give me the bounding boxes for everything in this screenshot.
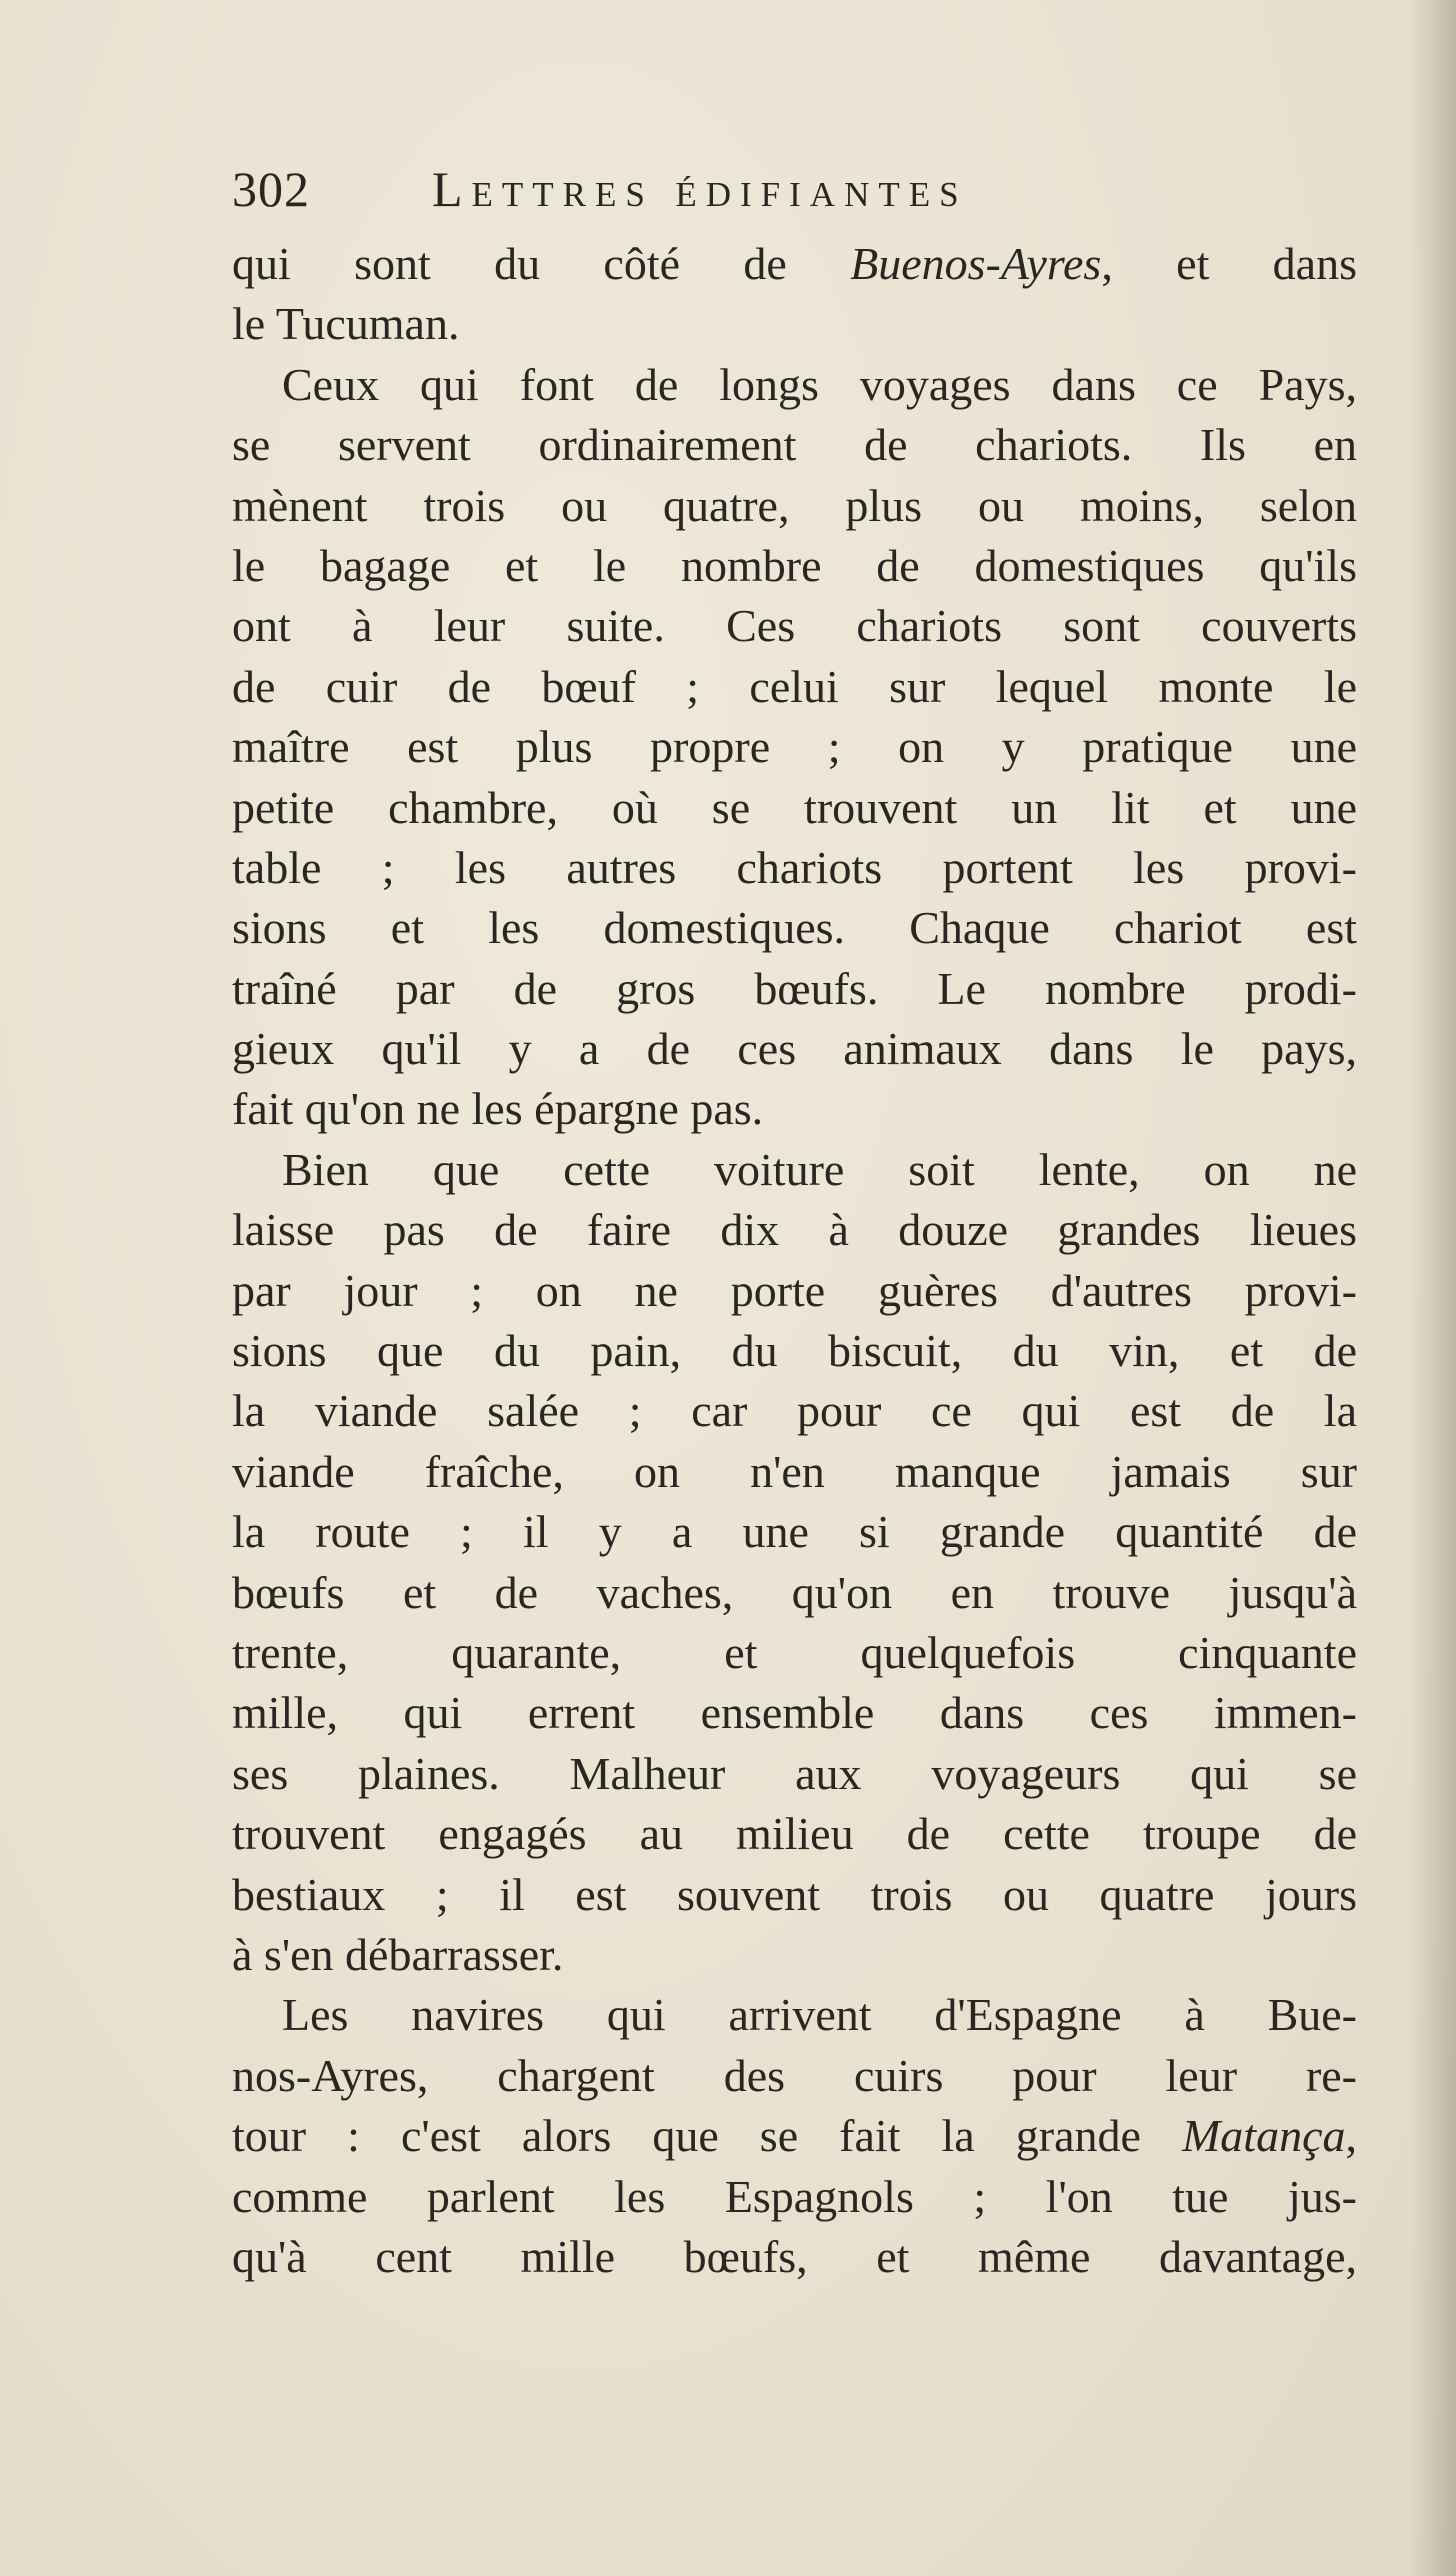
text-line-13: traîné par de gros bœufs. Le nombre prodi- — [232, 962, 1357, 1014]
text-line-27: trouvent engagés au milieu de cette troupe de — [232, 1808, 1357, 1860]
body-text — [232, 234, 1357, 2287]
text-line-14: gieux qu'il y a de ces animaux dans le pays, — [232, 1023, 1357, 1075]
text-line-9: maître est plus propre ; on y pratique une — [232, 721, 1357, 773]
text-line-8: de cuir de bœuf ; celui sur lequel monte le — [232, 660, 1357, 712]
text-line-19: sions que du pain, du biscuit, du vin, et de — [232, 1325, 1357, 1377]
page-header — [232, 160, 1357, 230]
text-line-21: viande fraîche, on n'en manque jamais sur — [232, 1445, 1357, 1497]
text-line-15: fait qu'on ne les épargne pas. — [232, 1083, 764, 1135]
text-line-2: le Tucuman. — [232, 298, 460, 350]
text-line-17: laisse pas de faire dix à douze grandes lieues — [232, 1204, 1357, 1256]
text-line-26: ses plaines. Malheur aux voyageurs qui se — [232, 1747, 1357, 1799]
running-title: Lettres édifiantes — [432, 161, 968, 217]
text-line-16: Bien que cette voiture soit lente, on ne — [282, 1143, 1357, 1195]
text-line-23: bœufs et de vaches, qu'on en trouve jusqu'à — [232, 1566, 1357, 1618]
page-edge-shadow — [1410, 0, 1456, 2576]
place-name-buenos-ayres: Buenos-Ayres — [850, 238, 1102, 289]
text-line-28: bestiaux ; il est souvent trois ou quatre jours — [232, 1868, 1357, 1920]
text-line-34: qu'à cent mille bœufs, et même davantage, — [232, 2230, 1357, 2282]
text-line-11: table ; les autres chariots portent les provi- — [232, 841, 1357, 893]
text-line-18: par jour ; on ne porte guères d'autres provi- — [232, 1264, 1357, 1316]
page-text-block — [232, 160, 1357, 2287]
text-line-20: la viande salée ; car pour ce qui est de la — [232, 1385, 1357, 1437]
text-line-22: la route ; il y a une si grande quantité de — [232, 1506, 1357, 1558]
term-matanca: Matança — [1181, 2110, 1346, 2162]
text-line-31: nos-Ayres, chargent des cuirs pour leur re- — [232, 2049, 1357, 2101]
text-line-33: comme parlent les Espagnols ; l'on tue jus- — [232, 2170, 1357, 2222]
text-line-1: qui sont du côté de Buenos-Ayres, et dans — [232, 238, 1358, 289]
text-line-24: trente, quarante, et quelquefois cinquante — [232, 1626, 1357, 1678]
text-line-4: se servent ordinairement de chariots. Ils en — [232, 419, 1357, 471]
text-line-25: mille, qui errent ensemble dans ces immen- — [232, 1687, 1357, 1739]
text-line-29: à s'en débarrasser. — [232, 1928, 564, 1980]
text-line-32: tour : c'est alors que se fait la grande Matança, — [232, 2110, 1357, 2162]
text-line-3: Ceux qui font de longs voyages dans ce Pays, — [282, 358, 1357, 410]
text-line-12: sions et les domestiques. Chaque chariot est — [232, 902, 1357, 954]
text-line-5: mènent trois ou quatre, plus ou moins, selon — [232, 479, 1357, 531]
text-line-7: ont à leur suite. Ces chariots sont couverts — [232, 600, 1357, 652]
text-line-10: petite chambre, où se trouvent un lit et une — [232, 781, 1357, 833]
text-line-6: le bagage et le nombre de domestiques qu'ils — [232, 539, 1357, 591]
text-line-30: Les navires qui arrivent d'Espagne à Bue- — [282, 1989, 1357, 2041]
page-number: 302 — [232, 161, 310, 217]
